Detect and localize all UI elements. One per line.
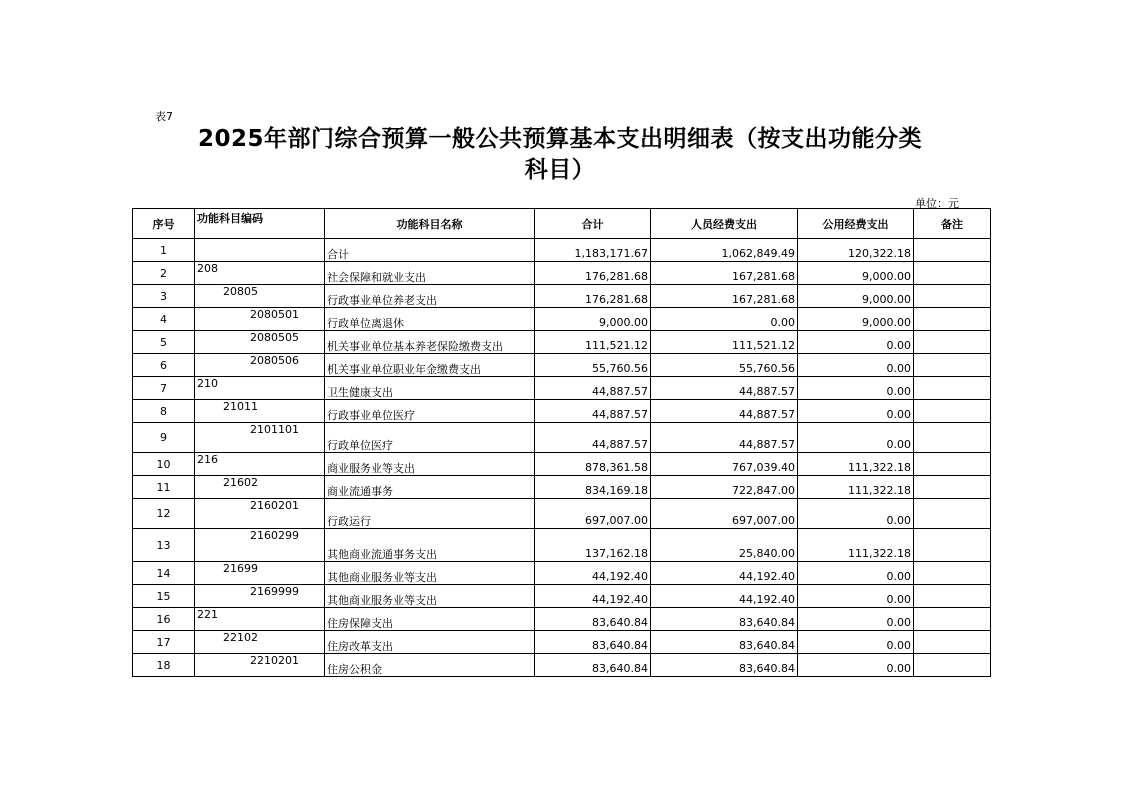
- cell-total: 83,640.84: [535, 631, 651, 654]
- cell-personnel: 44,887.57: [651, 423, 798, 453]
- cell-personnel: 55,760.56: [651, 354, 798, 377]
- cell-public: 0.00: [798, 400, 914, 423]
- table-row: [133, 654, 991, 677]
- page-title: [120, 124, 1000, 186]
- cell-seq: 3: [133, 285, 195, 308]
- cell-personnel: 1,062,849.49: [651, 239, 798, 262]
- cell-seq: 4: [133, 308, 195, 331]
- unit-label: 单位：元: [915, 197, 959, 210]
- cell-total: 44,887.57: [535, 423, 651, 453]
- cell-public: 111,322.18: [798, 529, 914, 562]
- cell-personnel: 697,007.00: [651, 499, 798, 529]
- table-row: [133, 631, 991, 654]
- table-row: [133, 285, 991, 308]
- cell-note: [914, 423, 991, 453]
- cell-code: 210: [195, 377, 325, 400]
- cell-public: 0.00: [798, 499, 914, 529]
- cell-seq: 17: [133, 631, 195, 654]
- cell-note: [914, 331, 991, 354]
- cell-name: 社会保障和就业支出: [325, 262, 535, 285]
- cell-note: [914, 608, 991, 631]
- cell-name: 其他商业服务业等支出: [325, 585, 535, 608]
- cell-code: 21699: [195, 562, 325, 585]
- header-personnel: 人员经费支出: [651, 209, 798, 239]
- cell-seq: 18: [133, 654, 195, 677]
- cell-seq: 9: [133, 423, 195, 453]
- cell-personnel: 767,039.40: [651, 453, 798, 476]
- cell-public: 0.00: [798, 562, 914, 585]
- cell-code: 2210201: [195, 654, 325, 677]
- header-total: 合计: [535, 209, 651, 239]
- table-row: [133, 585, 991, 608]
- cell-total: 834,169.18: [535, 476, 651, 499]
- cell-public: 9,000.00: [798, 262, 914, 285]
- cell-note: [914, 529, 991, 562]
- cell-code: 2160201: [195, 499, 325, 529]
- header-seq: 序号: [133, 209, 195, 239]
- table-row: [133, 499, 991, 529]
- cell-note: [914, 631, 991, 654]
- cell-public: 0.00: [798, 354, 914, 377]
- cell-name: 机关事业单位基本养老保险缴费支出: [325, 331, 535, 354]
- cell-seq: 16: [133, 608, 195, 631]
- cell-code: [195, 239, 325, 262]
- cell-seq: 15: [133, 585, 195, 608]
- cell-personnel: 25,840.00: [651, 529, 798, 562]
- cell-personnel: 83,640.84: [651, 608, 798, 631]
- cell-total: 697,007.00: [535, 499, 651, 529]
- cell-total: 1,183,171.67: [535, 239, 651, 262]
- cell-total: 137,162.18: [535, 529, 651, 562]
- header-code: 功能科目编码: [195, 209, 325, 239]
- cell-seq: 12: [133, 499, 195, 529]
- cell-note: [914, 562, 991, 585]
- cell-total: 44,192.40: [535, 562, 651, 585]
- table-row: [133, 239, 991, 262]
- cell-name: 其他商业服务业等支出: [325, 562, 535, 585]
- header-row: [133, 209, 991, 239]
- budget-table: [132, 208, 991, 677]
- table-row: [133, 608, 991, 631]
- cell-name: 行政事业单位养老支出: [325, 285, 535, 308]
- cell-personnel: 44,192.40: [651, 562, 798, 585]
- header-name: 功能科目名称: [325, 209, 535, 239]
- cell-note: [914, 400, 991, 423]
- cell-name: 行政单位离退休: [325, 308, 535, 331]
- cell-code: 216: [195, 453, 325, 476]
- cell-personnel: 83,640.84: [651, 631, 798, 654]
- cell-personnel: 44,887.57: [651, 377, 798, 400]
- cell-code: 2160299: [195, 529, 325, 562]
- cell-total: 83,640.84: [535, 608, 651, 631]
- cell-code: 208: [195, 262, 325, 285]
- cell-total: 176,281.68: [535, 285, 651, 308]
- table-row: [133, 262, 991, 285]
- table-row: [133, 476, 991, 499]
- cell-public: 120,322.18: [798, 239, 914, 262]
- cell-name: 行政单位医疗: [325, 423, 535, 453]
- cell-public: 9,000.00: [798, 308, 914, 331]
- cell-public: 111,322.18: [798, 476, 914, 499]
- cell-seq: 10: [133, 453, 195, 476]
- cell-code: 21011: [195, 400, 325, 423]
- cell-personnel: 83,640.84: [651, 654, 798, 677]
- cell-public: 0.00: [798, 608, 914, 631]
- cell-public: 0.00: [798, 654, 914, 677]
- cell-code: 21602: [195, 476, 325, 499]
- cell-total: 44,192.40: [535, 585, 651, 608]
- cell-note: [914, 308, 991, 331]
- cell-code: 2169999: [195, 585, 325, 608]
- cell-personnel: 167,281.68: [651, 285, 798, 308]
- cell-seq: 1: [133, 239, 195, 262]
- table-row: [133, 308, 991, 331]
- cell-public: 0.00: [798, 377, 914, 400]
- cell-public: 111,322.18: [798, 453, 914, 476]
- cell-note: [914, 354, 991, 377]
- cell-seq: 5: [133, 331, 195, 354]
- header-note: 备注: [914, 209, 991, 239]
- cell-personnel: 111,521.12: [651, 331, 798, 354]
- cell-name: 住房公积金: [325, 654, 535, 677]
- cell-note: [914, 476, 991, 499]
- table-row: [133, 423, 991, 453]
- table-row: [133, 529, 991, 562]
- cell-public: 9,000.00: [798, 285, 914, 308]
- cell-code: 20805: [195, 285, 325, 308]
- cell-code: 2080501: [195, 308, 325, 331]
- cell-total: 44,887.57: [535, 400, 651, 423]
- table-row: [133, 377, 991, 400]
- cell-name: 住房保障支出: [325, 608, 535, 631]
- cell-seq: 7: [133, 377, 195, 400]
- title-line-1: 2025年部门综合预算一般公共预算基本支出明细表（按支出功能分类: [197, 126, 922, 152]
- cell-code: 221: [195, 608, 325, 631]
- title-line-2: 科目）: [524, 157, 596, 183]
- cell-note: [914, 654, 991, 677]
- table-row: [133, 562, 991, 585]
- cell-name: 其他商业流通事务支出: [325, 529, 535, 562]
- cell-name: 机关事业单位职业年金缴费支出: [325, 354, 535, 377]
- cell-seq: 13: [133, 529, 195, 562]
- cell-total: 83,640.84: [535, 654, 651, 677]
- table-body: [133, 239, 991, 677]
- cell-note: [914, 377, 991, 400]
- cell-seq: 2: [133, 262, 195, 285]
- cell-name: 行政运行: [325, 499, 535, 529]
- cell-code: 2080505: [195, 331, 325, 354]
- cell-personnel: 44,192.40: [651, 585, 798, 608]
- cell-public: 0.00: [798, 423, 914, 453]
- cell-code: 22102: [195, 631, 325, 654]
- cell-personnel: 0.00: [651, 308, 798, 331]
- cell-total: 878,361.58: [535, 453, 651, 476]
- cell-name: 商业服务业等支出: [325, 453, 535, 476]
- cell-note: [914, 585, 991, 608]
- cell-public: 0.00: [798, 585, 914, 608]
- cell-name: 商业流通事务: [325, 476, 535, 499]
- cell-name: 住房改革支出: [325, 631, 535, 654]
- cell-seq: 14: [133, 562, 195, 585]
- cell-code: 2080506: [195, 354, 325, 377]
- cell-seq: 6: [133, 354, 195, 377]
- cell-note: [914, 285, 991, 308]
- table-row: [133, 453, 991, 476]
- cell-note: [914, 239, 991, 262]
- cell-name: 合计: [325, 239, 535, 262]
- cell-personnel: 722,847.00: [651, 476, 798, 499]
- header-public: 公用经费支出: [798, 209, 914, 239]
- cell-total: 44,887.57: [535, 377, 651, 400]
- cell-name: 行政事业单位医疗: [325, 400, 535, 423]
- table-number: 表7: [155, 110, 173, 123]
- table-row: [133, 331, 991, 354]
- cell-note: [914, 499, 991, 529]
- cell-seq: 8: [133, 400, 195, 423]
- table-row: [133, 400, 991, 423]
- cell-public: 0.00: [798, 331, 914, 354]
- cell-public: 0.00: [798, 631, 914, 654]
- cell-code: 2101101: [195, 423, 325, 453]
- cell-note: [914, 262, 991, 285]
- cell-personnel: 167,281.68: [651, 262, 798, 285]
- cell-name: 卫生健康支出: [325, 377, 535, 400]
- cell-personnel: 44,887.57: [651, 400, 798, 423]
- cell-total: 9,000.00: [535, 308, 651, 331]
- cell-total: 55,760.56: [535, 354, 651, 377]
- table-row: [133, 354, 991, 377]
- cell-seq: 11: [133, 476, 195, 499]
- cell-total: 176,281.68: [535, 262, 651, 285]
- cell-note: [914, 453, 991, 476]
- cell-total: 111,521.12: [535, 331, 651, 354]
